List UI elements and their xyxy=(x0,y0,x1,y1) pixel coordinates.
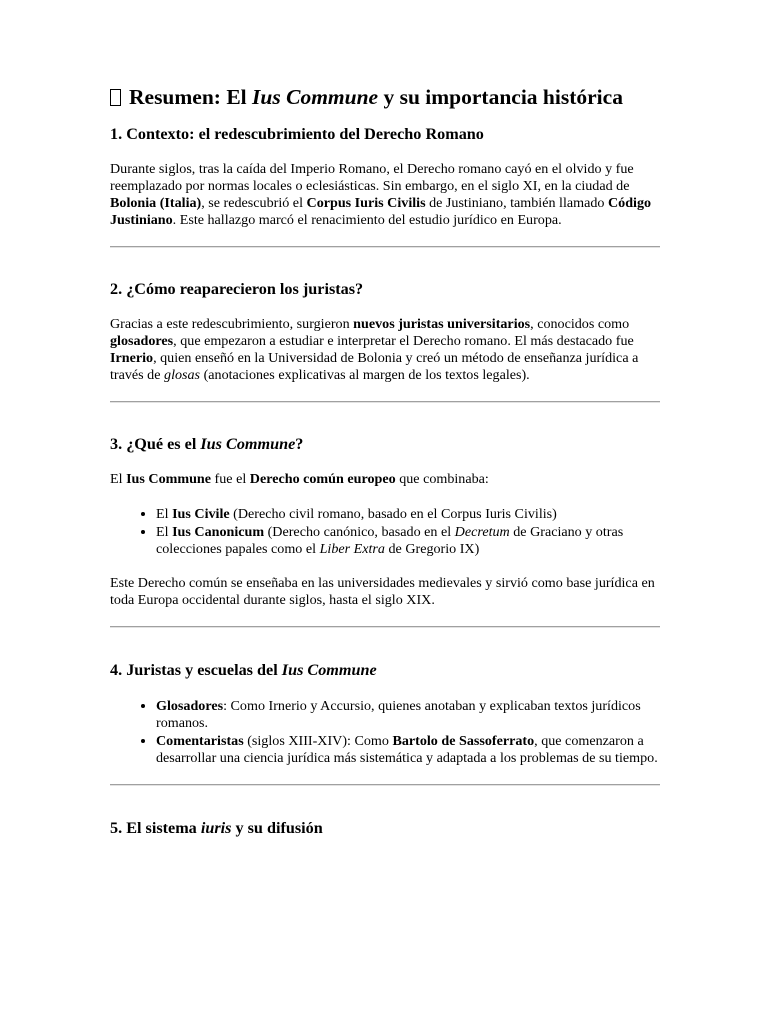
section-sistema-iuris xyxy=(110,818,660,838)
list-item: • El Ius Civile (Derecho civil romano, basado en el Corpus Iuris Civilis) xyxy=(156,505,660,523)
section-juristas xyxy=(110,279,660,403)
divider xyxy=(110,784,660,786)
paragraph: Este Derecho común se enseñaba en las universidades medievales y sirvió como base jurídica en toda Europa occidental durante siglos, hasta el siglo XIX. xyxy=(110,575,655,608)
section-heading: 2. ¿Cómo reaparecieron los juristas? xyxy=(110,280,364,298)
paragraph: El Ius Commune fue el Derecho común europeo que combinaba: xyxy=(110,471,489,487)
missing-glyph-icon xyxy=(110,89,121,106)
page-title: Resumen: El Ius Commune y su importancia histórica xyxy=(110,84,660,110)
bullet-list xyxy=(110,697,660,767)
section-heading: 1. Contexto: el redescubrimiento del Derecho Romano xyxy=(110,125,484,143)
divider xyxy=(110,626,660,628)
section-context xyxy=(110,124,660,248)
divider xyxy=(110,246,660,248)
list-item: • Comentaristas (siglos XIII-XIV): Como Bartolo de Sassoferrato, que comenzaron a desarrollar una ciencia jurídica más sistemática y adaptada a los problemas de su tiempo. xyxy=(156,732,660,767)
bullet-list xyxy=(110,505,660,558)
divider xyxy=(110,401,660,403)
section-juristas-escuelas xyxy=(110,660,660,786)
section-ius-commune xyxy=(110,434,660,628)
section-heading: 3. ¿Qué es el Ius Commune? xyxy=(110,435,304,453)
section-heading: 5. El sistema iuris y su difusión xyxy=(110,819,323,837)
list-item: • Glosadores: Como Irnerio y Accursio, quienes anotaban y explicaban textos jurídicos romanos. xyxy=(156,697,660,732)
list-item: • El Ius Canonicum (Derecho canónico, basado en el Decretum de Graciano y otras colecciones papales como el Liber Extra de Gregorio IX) xyxy=(156,523,660,558)
document-page xyxy=(110,84,660,855)
paragraph: Durante siglos, tras la caída del Imperio Romano, el Derecho romano cayó en el olvido y fue reemplazado por normas locales o eclesiásticas. Sin embargo, en el siglo XI, en la ciudad de Bolonia (Italia), se redescubrió el Corpus Iuris Civilis de Justiniano, también llamado Código Justiniano. Este hallazgo marcó el renacimiento del estudio jurídico en Europa. xyxy=(110,161,652,228)
section-heading: 4. Juristas y escuelas del Ius Commune xyxy=(110,661,377,679)
paragraph: Gracias a este redescubrimiento, surgieron nuevos juristas universitarios, conocidos como glosadores, que empezaron a estudiar e interpretar el Derecho romano. El más destacado fue Irnerio, quien enseñó en la Universidad de Bolonia y creó un método de enseñanza jurídica a través de glosas (anotaciones explicativas al margen de los textos legales). xyxy=(110,316,639,383)
